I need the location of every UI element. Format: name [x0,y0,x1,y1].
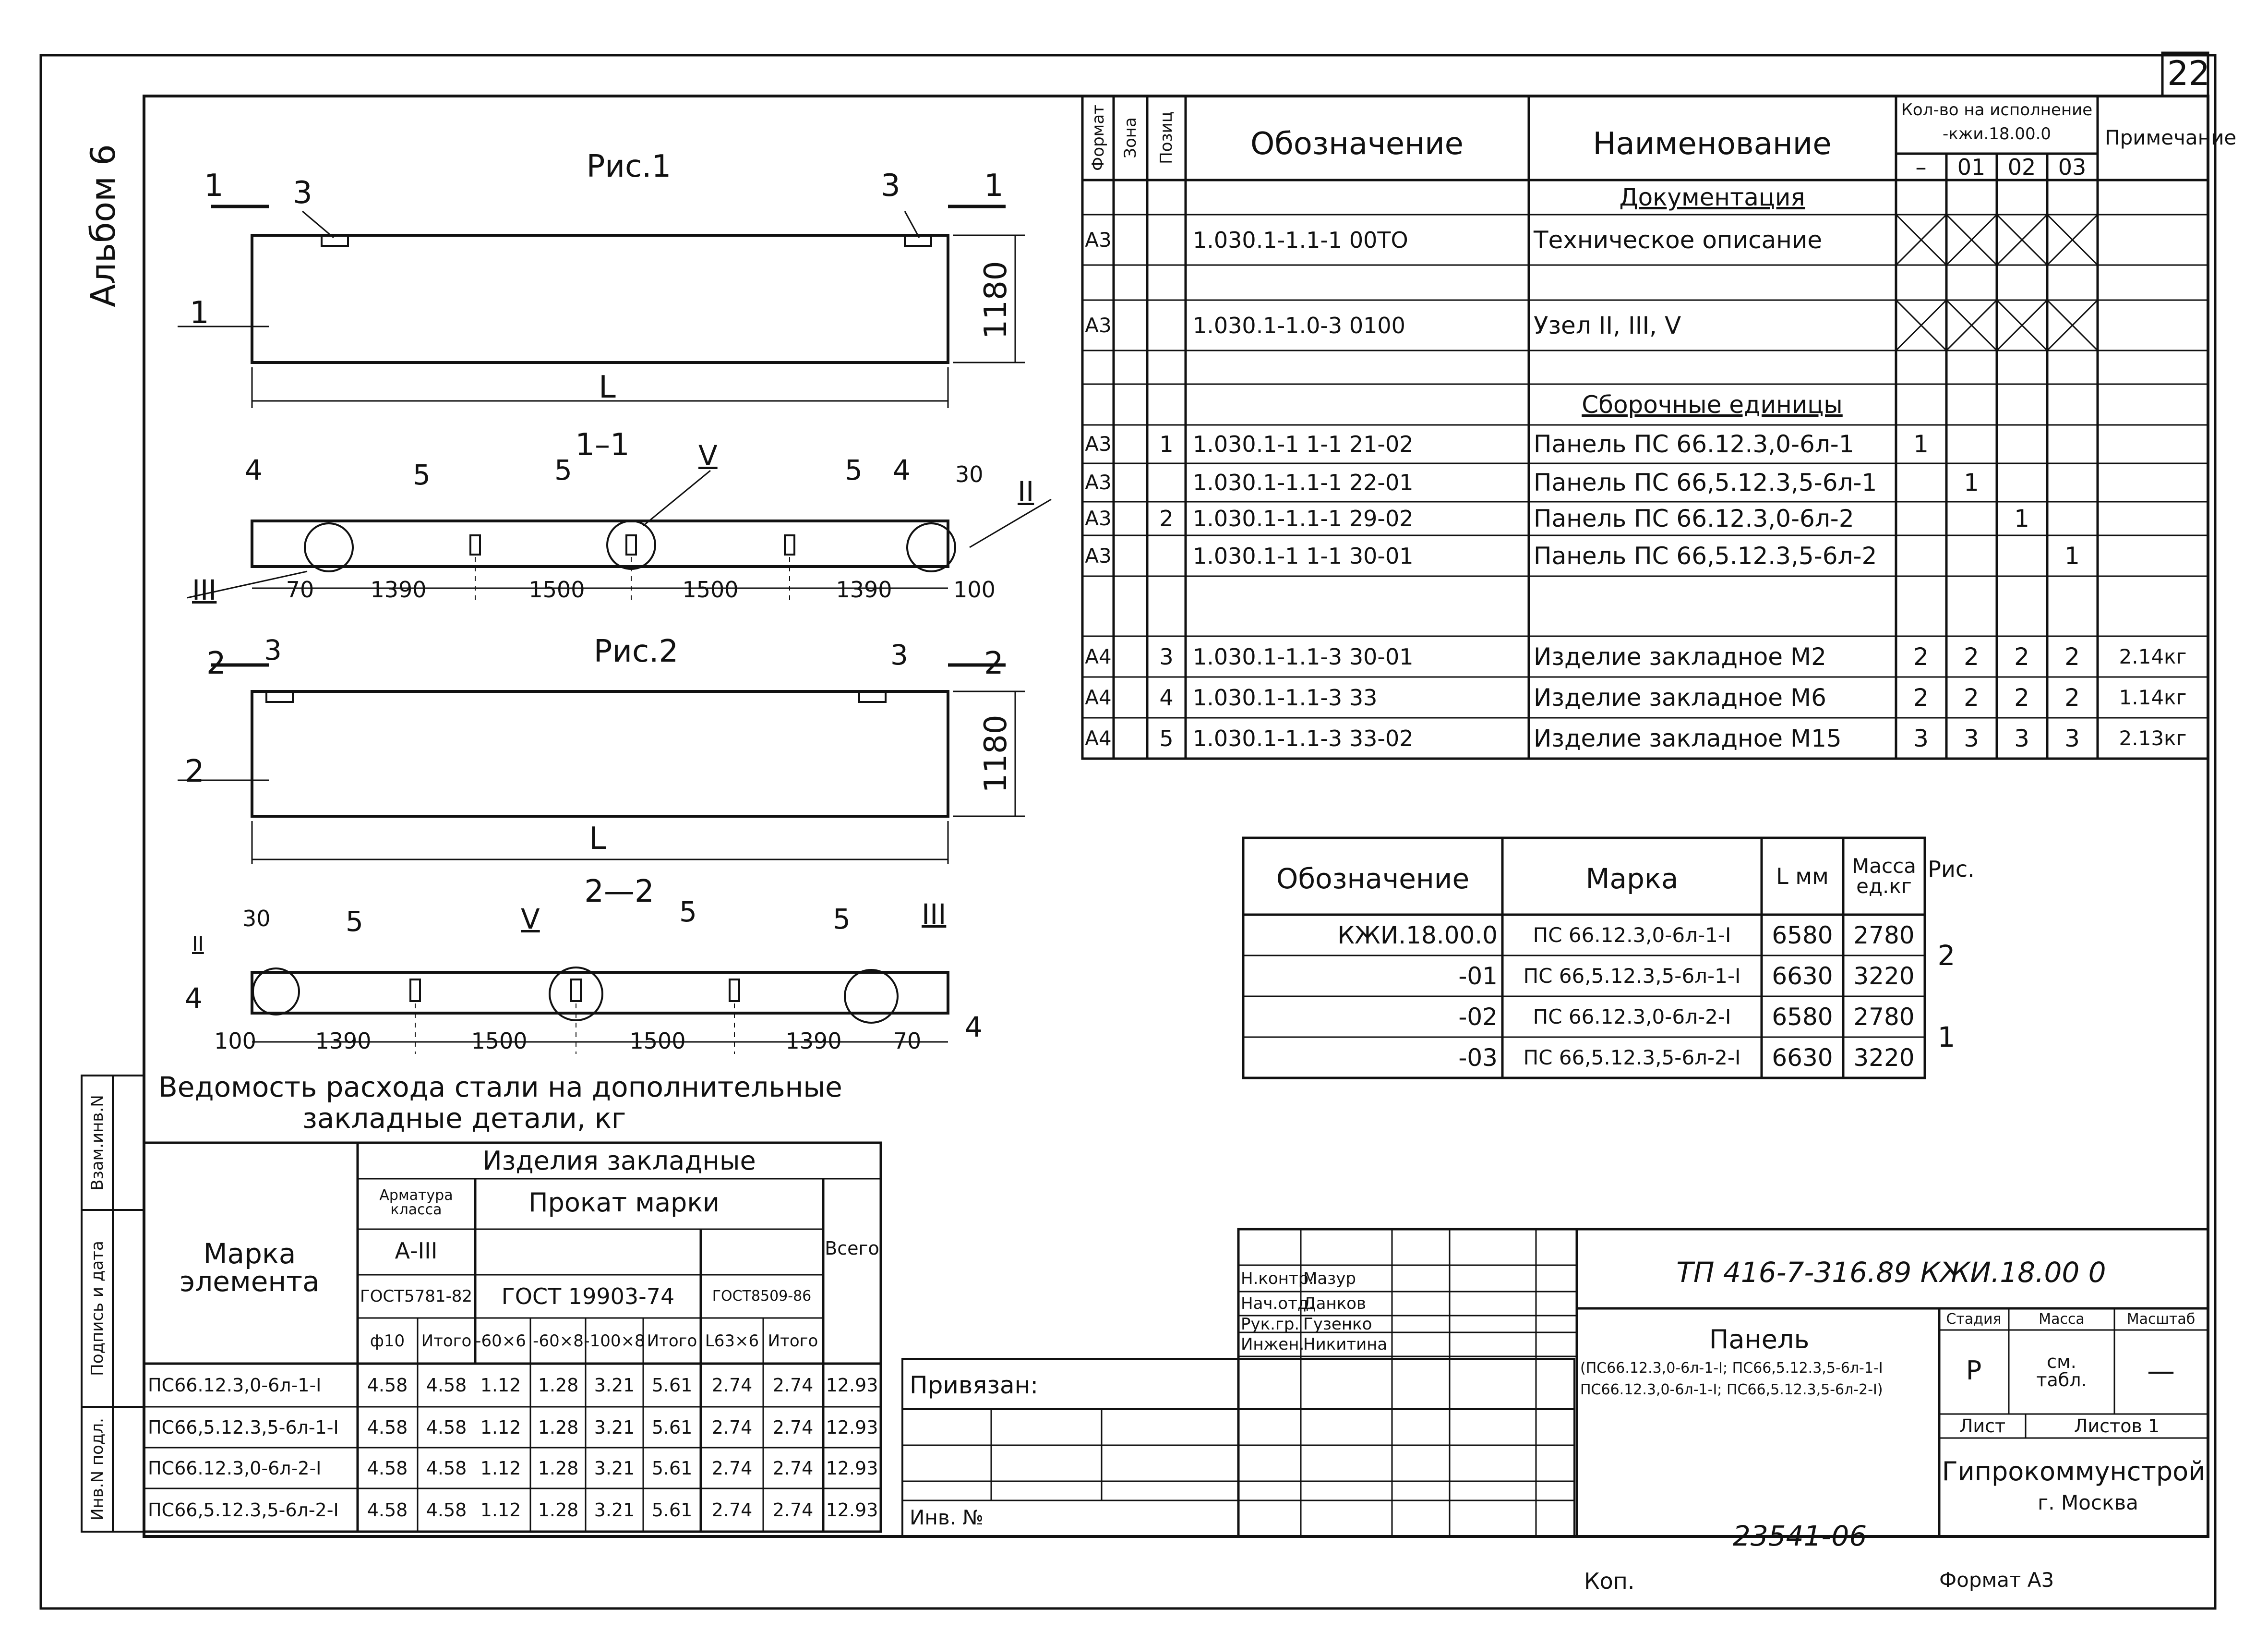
mark-mass-cell: 2780 [1853,1003,1915,1031]
dim-30-a: 30 [955,461,984,487]
callout-p5-a: 5 [413,459,431,491]
spec-head-zone: Зона [1121,117,1140,158]
album-label: Альбом 6 [84,144,123,307]
mark-head-length: L мм [1776,863,1829,889]
steel-head-rolled: Прокат марки [528,1187,720,1218]
binding-inv: Инв. № [910,1506,984,1529]
spec-name-cell: Панель ПС 66.12.3,0-6л-1 [1534,430,1854,458]
tb-sheets-label: Листов 1 [2074,1415,2160,1437]
callout-p4-d: 4 [965,1011,983,1043]
footer-copy-label: Коп. [1584,1568,1635,1594]
steel-value-cell: 4.58 [367,1457,408,1479]
dim-s1-4: 1390 [836,577,892,603]
fig1-title: Рис.1 [586,149,672,184]
callout-p3-c: 3 [264,634,282,666]
steel-subhead: Итого [768,1331,818,1351]
spec-format-cell: А3 [1085,432,1112,456]
mark-length-cell: 6580 [1772,1003,1833,1031]
tb-name-cell: Данков [1303,1294,1367,1313]
steel-value-cell: 2.74 [711,1416,753,1438]
steel-value-cell: 12.93 [826,1499,878,1521]
steel-value-cell: 1.28 [538,1416,579,1438]
spec-qty-cell: 2 [2014,683,2029,712]
mark-mark-cell: ПС 66,5.12.3,5-6л-2-I [1523,1045,1741,1069]
dim-s2-0: 100 [214,1028,256,1054]
tb-code: ТП 416-7-316.89 КЖИ.18.00 0 [1676,1256,2106,1289]
dim-s1-5: 100 [953,577,996,603]
spec-qty-cell: 3 [1964,724,1979,752]
tb-name-cell: Никитина [1303,1335,1388,1354]
callout-p3-b: 3 [881,168,900,204]
steel-value-cell: 1.28 [538,1375,579,1396]
fig2-title: Рис.2 [593,634,679,669]
steel-subhead: -60×8 [533,1331,584,1351]
steel-subhead: ф10 [370,1331,405,1351]
cut1-mark-right: 1 [984,168,1004,204]
spec-head-pos: Позиц [1157,111,1176,164]
tb-city: г. Москва [2038,1491,2138,1514]
dim-s1-1: 1390 [370,577,427,603]
callout-n5-b: V [521,903,540,935]
footer-archive-no: 23541-06 [1733,1520,1867,1552]
callout-p5-e: 5 [679,895,697,928]
steel-title-line1: Ведомость расхода стали на дополнительные [158,1071,842,1103]
spec-name-cell: Узел II, III, V [1534,311,1681,339]
spec-qty-cell: 3 [2064,724,2080,752]
spec-format-cell: А4 [1085,685,1112,709]
mark-head-designation: Обозначение [1276,862,1470,895]
spec-head-qty-subtitle: -кжи.18.00.0 [1942,124,2052,144]
tb-scale-value: — [2147,1354,2175,1387]
spec-qty-cell: 2 [2064,642,2080,671]
steel-value-cell: 2.74 [772,1457,814,1479]
spec-designation-cell: 1.030.1-1.1-1 22-01 [1193,470,1414,496]
mark-designation-cell: -01 [1458,962,1498,990]
steel-value-cell: 2.74 [711,1457,753,1479]
spec-note-cell: 2.14кг [2119,644,2187,668]
spec-format-cell: А3 [1085,544,1112,568]
dim-30-b: 30 [242,906,271,931]
steel-value-cell: 4.58 [426,1375,467,1396]
callout-p5-c: 5 [845,454,863,486]
callout-p4-b: 4 [893,454,911,486]
steel-subhead: -60×6 [475,1331,526,1351]
spec-qty-col-0: – [1915,154,1927,180]
callout-p1: 1 [190,295,209,331]
mark-mass-cell: 3220 [1853,962,1915,990]
steel-head-class: А-III [395,1238,438,1264]
dim-s2-2: 1500 [471,1028,528,1054]
tb-sheet-label: Лист [1959,1415,2006,1437]
side-stamp-sign: Подпись и дата [88,1241,107,1376]
mark-mark-cell: ПС 66.12.3,0-6л-1-I [1533,923,1731,947]
steel-value-cell: 1.12 [480,1457,521,1479]
mark-mark-cell: ПС 66.12.3,0-6л-2-I [1533,1004,1731,1028]
tb-role-cell: Инжен. [1241,1335,1305,1354]
steel-head-gost1: ГОСТ5781-82 [360,1287,473,1306]
steel-value-cell: 5.61 [651,1375,693,1396]
callout-p5-f: 5 [833,903,851,935]
spec-name-cell: Изделие закладное М2 [1534,642,1826,671]
callout-p3-a: 3 [293,175,312,211]
binding-privyazan: Привязан: [910,1371,1039,1399]
steel-subhead: Итого [647,1331,697,1351]
spec-qty-cell: 2 [1964,683,1979,712]
steel-value-cell: 4.58 [426,1416,467,1438]
steel-value-cell: 5.61 [651,1416,693,1438]
height-dim-2: 1180 [978,714,1014,793]
length-label-1: L [599,370,616,405]
spec-qty-cell: 2 [2064,683,2080,712]
steel-value-cell: 2.74 [711,1499,753,1521]
spec-designation-cell: 1.030.1-1.1-3 33 [1193,684,1378,711]
spec-note-cell: 1.14кг [2119,685,2187,709]
spec-qty-cell: 1 [1964,469,1979,496]
tb-role-cell: Рук.гр. [1241,1314,1300,1334]
spec-qty-col-3: 03 [2058,154,2087,180]
section1-label: 1–1 [575,427,630,463]
tb-role-cell: Н.контр. [1241,1269,1314,1288]
spec-qty-cell: 1 [1913,430,1929,458]
spec-qty-cell: 1 [2014,505,2029,532]
steel-value-cell: 4.58 [426,1457,467,1479]
dim-s1-2: 1500 [528,577,585,603]
tb-role-cell: Нач.отд. [1241,1294,1314,1313]
steel-value-cell: 3.21 [594,1416,635,1438]
tb-name-cell: Мазур [1303,1269,1356,1288]
tb-product-title: Панель [1709,1324,1810,1354]
mark-mass-cell: 3220 [1853,1043,1915,1072]
footer-format: Формат А3 [1939,1568,2054,1592]
callout-p4-c: 4 [185,982,203,1015]
spec-designation-cell: 1.030.1-1.1-3 33-02 [1193,725,1414,751]
height-dim-1: 1180 [978,261,1014,339]
steel-head-gost2: ГОСТ 19903-74 [501,1283,675,1309]
steel-value-cell: 2.74 [711,1375,753,1396]
spec-name-cell: Панель ПС 66,5.12.3,5-6л-1 [1534,469,1877,496]
steel-mark-cell: ПС66,5.12.3,5-6л-2-I [148,1499,339,1521]
mark-length-cell: 6630 [1772,962,1833,990]
tb-name-cell: Гузенко [1303,1314,1372,1334]
sheet-number: 22 [2167,54,2210,93]
steel-value-cell: 4.58 [367,1499,408,1521]
spec-head-format: Формат [1089,105,1108,171]
mark-designation-cell: -02 [1458,1003,1498,1031]
dim-s2-3: 1500 [629,1028,686,1054]
spec-designation-cell: 1.030.1-1.0-3 0100 [1193,312,1405,338]
spec-name-cell: Техническое описание [1534,226,1823,254]
tb-mass-value: см. табл. [2036,1351,2087,1390]
spec-qty-cell: 2 [1964,642,1979,671]
spec-format-cell: А3 [1085,507,1112,530]
mark-designation-cell: КЖИ.18.00.0 [1337,921,1498,949]
callout-p3-d: 3 [890,639,908,671]
spec-head-note: Примечание [2105,126,2237,149]
spec-designation-cell: 1.030.1-1 1-1 30-01 [1193,543,1414,569]
dim-s2-4: 1390 [785,1028,842,1054]
callout-p2: 2 [185,754,204,789]
spec-pos-cell: 3 [1159,643,1174,670]
mark-head-mark: Марка [1585,862,1679,895]
tb-product-line2: ПС66.12.3,0-6л-1-I; ПС66,5.12.3,5-6л-2-I) [1580,1381,1883,1398]
callout-n3-a: III [192,574,217,606]
spec-qty-cell: 2 [2014,642,2029,671]
steel-mark-cell: ПС66.12.3,0-6л-1-I [148,1375,322,1396]
steel-value-cell: 1.28 [538,1499,579,1521]
spec-designation-cell: 1.030.1-1.1-3 30-01 [1193,643,1414,670]
spec-name-cell: Изделие закладное М15 [1534,724,1842,752]
spec-designation-cell: 1.030.1-1.1-1 29-02 [1193,506,1414,532]
dim-s1-0: 70 [286,577,314,603]
callout-n3-b: III [922,898,947,931]
steel-value-cell: 1.12 [480,1375,521,1396]
spec-name-cell: Документация [1619,183,1805,211]
side-stamp-inv: Инв.N подл. [88,1418,107,1521]
cut2-mark-left: 2 [206,646,226,681]
mark-mass-cell: 2780 [1853,921,1915,949]
mark-designation-cell: -03 [1458,1043,1498,1072]
callout-n5-a: V [698,439,718,472]
mark-mark-cell: ПС 66,5.12.3,5-6л-1-I [1523,964,1741,988]
steel-head-gost3: ГОСТ8509-86 [712,1288,812,1305]
dim-s1-3: 1500 [682,577,739,603]
steel-value-cell: 5.61 [651,1499,693,1521]
steel-head-embedded: Изделия закладные [482,1146,756,1176]
spec-pos-cell: 1 [1159,431,1174,457]
steel-value-cell: 3.21 [594,1457,635,1479]
spec-format-cell: А3 [1085,228,1112,252]
section1-view [187,471,1051,603]
steel-head-rebar: Арматура класса [379,1187,453,1218]
mark-fig-value-0: 2 [1937,939,1956,972]
mark-length-cell: 6630 [1772,1043,1833,1072]
steel-value-cell: 12.93 [826,1375,878,1396]
spec-qty-cell: 1 [2064,542,2080,570]
spec-note-cell: 2.13кг [2119,726,2187,750]
steel-value-cell: 2.74 [772,1499,814,1521]
steel-value-cell: 4.58 [367,1416,408,1438]
steel-value-cell: 5.61 [651,1457,693,1479]
callout-n2-a: II [1018,475,1034,508]
spec-head-designation: Обозначение [1250,126,1464,162]
steel-head-mark: Марка элемента [180,1237,320,1298]
tb-stage-label: Стадия [1946,1311,2002,1328]
callout-p5-b: 5 [554,454,572,486]
spec-pos-cell: 5 [1159,725,1174,751]
length-label-2: L [589,821,606,857]
spec-pos-cell: 4 [1159,684,1174,711]
spec-qty-col-2: 02 [2007,154,2036,180]
steel-subhead: -100×8 [584,1331,645,1351]
spec-format-cell: А4 [1085,644,1112,668]
side-stamp-replace: Взам.инв.N [88,1095,107,1191]
steel-value-cell: 3.21 [594,1499,635,1521]
spec-format-cell: А4 [1085,726,1112,750]
spec-qty-col-1: 01 [1957,154,1986,180]
spec-pos-cell: 2 [1159,506,1174,532]
steel-head-total: Всего [825,1238,879,1259]
spec-name-cell: Панель ПС 66.12.3,0-6л-2 [1534,505,1854,532]
steel-value-cell: 1.28 [538,1457,579,1479]
mark-fig-value-1: 1 [1937,1021,1956,1053]
steel-value-cell: 1.12 [480,1499,521,1521]
steel-value-cell: 12.93 [826,1457,878,1479]
mark-head-fig: Рис. [1928,856,1975,882]
dim-s2-1: 1390 [315,1028,372,1054]
callout-p4-a: 4 [245,454,263,486]
steel-value-cell: 2.74 [772,1416,814,1438]
steel-value-cell: 4.58 [426,1499,467,1521]
spec-name-cell: Панель ПС 66,5.12.3,5-6л-2 [1534,542,1877,570]
steel-value-cell: 3.21 [594,1375,635,1396]
spec-format-cell: А3 [1085,313,1112,337]
steel-value-cell: 4.58 [367,1375,408,1396]
cut2-mark-right: 2 [984,646,1004,681]
spec-name-cell: Сборочные единицы [1582,390,1843,419]
spec-designation-cell: 1.030.1-1 1-1 21-02 [1193,431,1414,457]
spec-qty-cell: 2 [1913,683,1929,712]
tb-stage: Р [1966,1355,1982,1386]
section2-label: 2—2 [584,874,654,909]
steel-subhead: Итого [421,1331,472,1351]
callout-p5-d: 5 [346,905,363,938]
mark-head-mass: Масса ед.кг [1852,854,1916,898]
spec-name-cell: Изделие закладное М6 [1534,683,1826,712]
steel-value-cell: 1.12 [480,1416,521,1438]
steel-value-cell: 12.93 [826,1416,878,1438]
steel-title-line2: закладные детали, кг [302,1102,626,1135]
spec-designation-cell: 1.030.1-1.1-1 00ТО [1193,227,1408,253]
spec-head-qty-title: Кол-во на исполнение [1901,100,2093,120]
dim-s2-5: 70 [893,1028,922,1054]
tb-mass-label: Масса [2039,1311,2085,1328]
cut1-mark-left: 1 [204,168,224,204]
tb-org: Гипрокоммунстрой [1942,1456,2206,1487]
spec-qty-cell: 3 [1913,724,1929,752]
steel-mark-cell: ПС66,5.12.3,5-6л-1-I [148,1416,339,1438]
spec-qty-cell: 2 [1913,642,1929,671]
callout-n2-b: II [192,932,204,955]
spec-head-name: Наименование [1593,126,1832,162]
steel-mark-cell: ПС66.12.3,0-6л-2-I [148,1457,322,1479]
tb-product-line1: (ПС66.12.3,0-6л-1-I; ПС66,5.12.3,5-6л-1-I [1580,1360,1883,1377]
steel-subhead: L63×6 [705,1331,759,1351]
mark-length-cell: 6580 [1772,921,1833,949]
spec-format-cell: А3 [1085,471,1112,494]
spec-qty-cell: 3 [2014,724,2029,752]
steel-value-cell: 2.74 [772,1375,814,1396]
tb-scale-label: Масштаб [2126,1311,2196,1328]
